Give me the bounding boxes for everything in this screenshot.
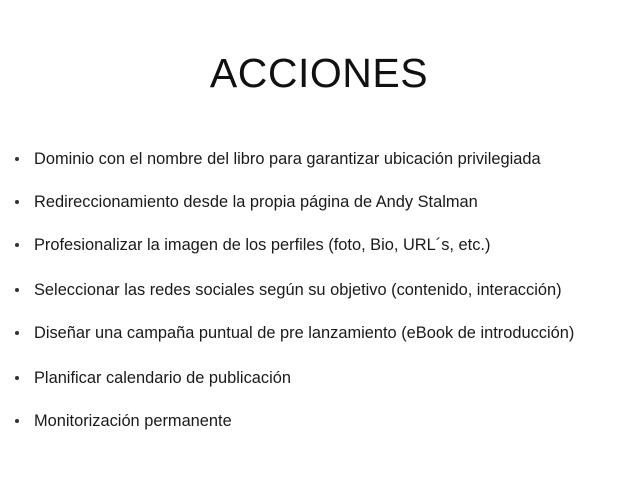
bullet-text: Diseñar una campaña puntual de pre lanzamiento (eBook de introducción) — [34, 324, 575, 342]
slide-title: ACCIONES — [209, 50, 429, 96]
bullet-icon — [15, 243, 19, 247]
bullet-text: Planificar calendario de publicación — [34, 369, 291, 387]
bullet-item — [0, 191, 638, 215]
bullet-item — [0, 279, 638, 303]
bullet-text: Dominio con el nombre del libro para garantizar ubicación privilegiada — [34, 150, 541, 168]
bullet-text: Profesionalizar la imagen de los perfiles (foto, Bio, URL´s, etc.) — [34, 236, 491, 254]
bullet-icon — [15, 288, 19, 292]
bullet-icon — [15, 157, 19, 161]
bullet-item — [0, 234, 638, 258]
bullet-text: Seleccionar las redes sociales según su objetivo (contenido, interacción) — [34, 281, 562, 299]
bullet-icon — [15, 200, 19, 204]
bullet-icon — [15, 376, 19, 380]
bullet-item — [0, 148, 638, 172]
bullet-text: Redireccionamiento desde la propia página de Andy Stalman — [34, 193, 478, 211]
bullet-item — [0, 322, 638, 346]
bullet-item — [0, 410, 638, 434]
bullet-text: Monitorización permanente — [34, 412, 232, 430]
bullet-icon — [15, 331, 19, 335]
bullet-item — [0, 367, 638, 391]
bullet-icon — [15, 419, 19, 423]
